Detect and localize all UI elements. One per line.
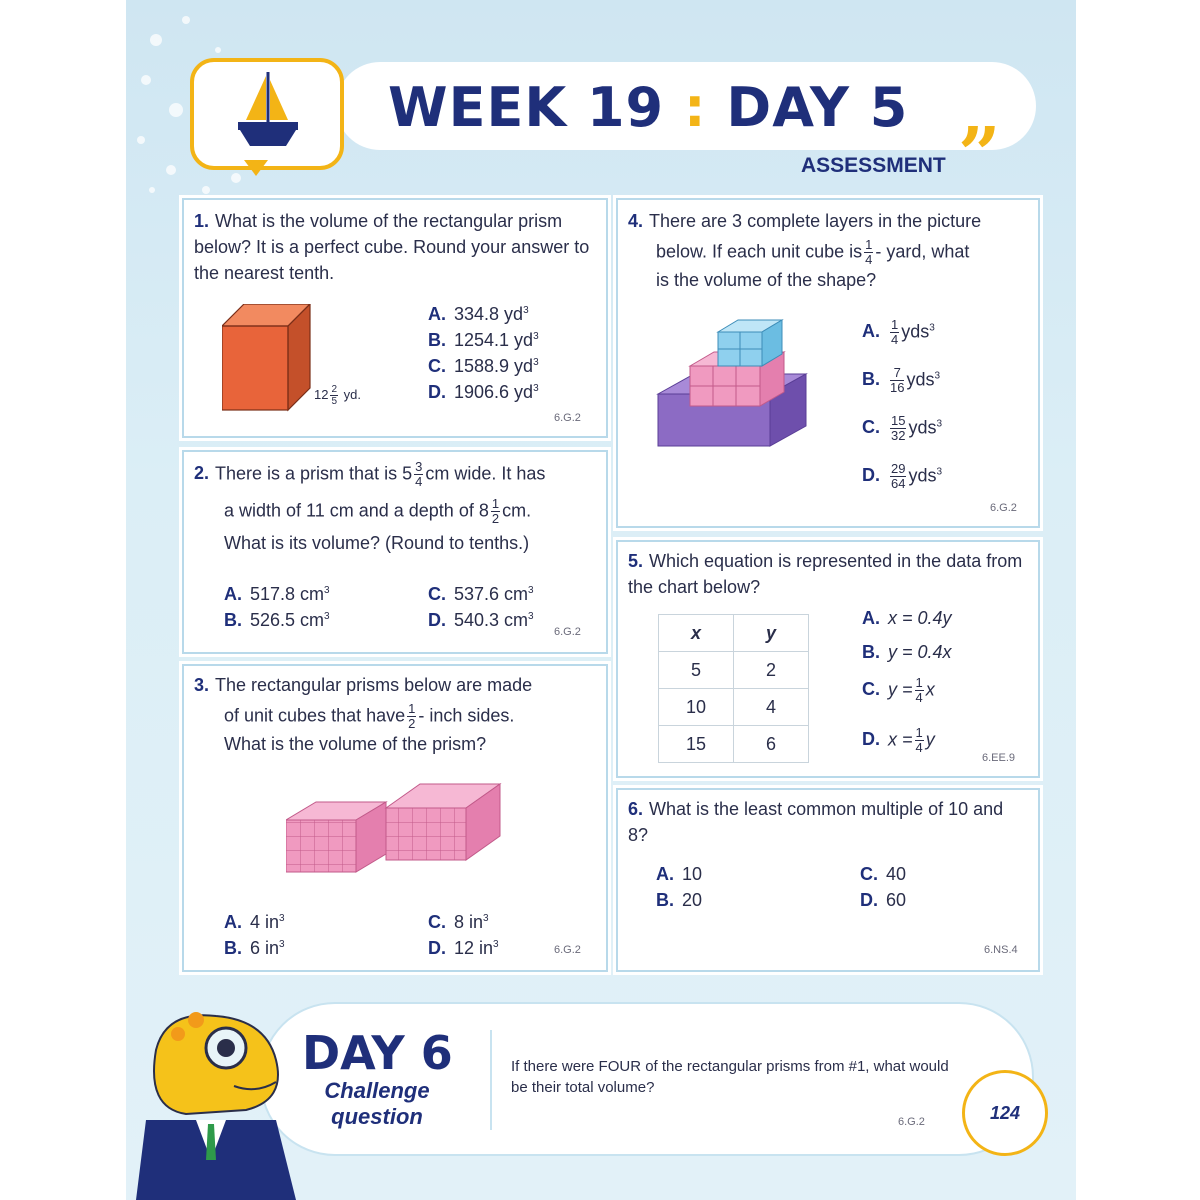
question-4-text: 4. There are 3 complete layers in the picture below. If each unit cube is $\frac{1}{4}$ - yard, what is the volume of the shape?	[628, 211, 982, 290]
layered-cubes-figure	[654, 310, 814, 460]
challenge-day-title: DAY 6	[302, 1026, 453, 1080]
day-label: DAY 5	[726, 76, 909, 139]
question-1-text: 1. What is the volume of the rectangular prism below? It is a perfect cube. Round your answer to the nearest tenth.	[194, 211, 590, 283]
table-row	[659, 652, 809, 689]
question-3-text: 3. The rectangular prisms below are made of unit cubes that have $\frac{1}{2}$ - inch sides. What is the volume of the prism?	[194, 675, 533, 754]
page-title	[388, 76, 908, 139]
q2-option-c[interactable]: C. 537.6 $cm^3$	[428, 584, 534, 604]
table-row	[659, 726, 809, 763]
q4-option-b[interactable]: B. $\frac{7}{16}$ yds$^3$	[862, 365, 941, 395]
q1-standard: 6.G.2	[554, 412, 581, 424]
table-header: x	[659, 615, 734, 652]
table-cell: 4	[734, 689, 809, 726]
q6-option-c[interactable]: C. 40	[860, 864, 907, 884]
challenge-label: Challenge question	[324, 1078, 430, 1129]
week-label: WEEK 19	[388, 76, 665, 139]
q3-option-a[interactable]: A. 4 $in^3$	[224, 912, 285, 932]
section-label: ASSESSMENT	[801, 154, 946, 177]
table-row	[659, 689, 809, 726]
q5-option-c[interactable]: C. y = $\frac{1}{4}$ x	[862, 675, 935, 705]
worksheet-page	[126, 0, 1076, 1200]
xy-data-table	[658, 614, 809, 763]
q3-option-c[interactable]: C. 8 $in^3$	[428, 912, 489, 932]
q4-option-d[interactable]: D. $\frac{29}{64}$ yds$^3$	[862, 461, 943, 491]
page-number: 124	[962, 1070, 1048, 1156]
q4-standard: 6.G.2	[990, 502, 1017, 514]
q3-option-b[interactable]: B. 6 $in^3$	[224, 938, 285, 958]
q1-option-b[interactable]: B. 1254.1 $yd^3$	[428, 330, 539, 350]
q1-option-c[interactable]: C. 1588.9 $yd^3$	[428, 356, 539, 376]
table-cell: 6	[734, 726, 809, 763]
challenge-divider	[490, 1030, 492, 1130]
quote-mark-icon: ”	[958, 112, 1001, 198]
badge-tail	[244, 160, 268, 176]
table-cell: 10	[659, 689, 734, 726]
q1-option-a[interactable]: A. 334.8 $yd^3$	[428, 304, 529, 324]
q5-option-a[interactable]: A. x = 0.4y	[862, 608, 952, 628]
question-6-text: 6. What is the least common multiple of 10 and 8?	[628, 799, 1004, 845]
sailboat-icon	[194, 62, 340, 166]
q6-option-d[interactable]: D. 60	[860, 890, 907, 910]
q6-option-a[interactable]: A. 10	[656, 864, 703, 884]
title-separator: :	[683, 76, 707, 139]
q5-option-d[interactable]: D. x = $\frac{1}{4}$ y	[862, 725, 935, 755]
q4-option-c[interactable]: C. $\frac{15}{32}$ yds$^3$	[862, 413, 943, 443]
question-2-text: 2. There is a prism that is 5 $\frac{3}{4}$ cm wide. It has a width of 11 cm and a depth of 8 $\frac{1}{2}$ cm. What is its volume? (Round to tenths.)	[194, 459, 546, 553]
challenge-standard: 6.G.2	[898, 1116, 925, 1128]
q4-option-a[interactable]: A. $\frac{1}{4}$ yds$^3$	[862, 317, 935, 347]
cube-dimension-label: 12 $\frac{2}{5}$ yd.	[314, 384, 361, 407]
table-cell: 2	[734, 652, 809, 689]
q2-option-b[interactable]: B. 526.5 $cm^3$	[224, 610, 330, 630]
q2-option-d[interactable]: D. 540.3 $cm^3$	[428, 610, 534, 630]
table-header-row	[659, 615, 809, 652]
q6-standard: 6.NS.4	[984, 944, 1018, 956]
q5-option-b[interactable]: B. y = 0.4x	[862, 642, 952, 662]
table-cell: 5	[659, 652, 734, 689]
question-5-text: 5. Which equation is represented in the data from the chart below?	[628, 551, 1023, 597]
q6-option-b[interactable]: B. 20	[656, 890, 703, 910]
q1-option-d[interactable]: D. 1906.6 $yd^3$	[428, 382, 539, 402]
table-header: y	[734, 615, 809, 652]
cube-figure	[222, 304, 312, 412]
q2-option-a[interactable]: A. 517.8 $cm^3$	[224, 584, 330, 604]
dinosaur-mascot-icon	[126, 990, 306, 1200]
q3-option-d[interactable]: D. 12 $in^3$	[428, 938, 499, 958]
week-badge	[190, 58, 344, 170]
table-cell: 15	[659, 726, 734, 763]
q3-standard: 6.G.2	[554, 944, 581, 956]
challenge-question-text: If there were FOUR of the rectangular prisms from #1, what would be their total volume?	[511, 1058, 949, 1096]
q2-standard: 6.G.2	[554, 626, 581, 638]
q5-standard: 6.EE.9	[982, 752, 1016, 764]
pink-prisms-figure	[286, 780, 506, 880]
